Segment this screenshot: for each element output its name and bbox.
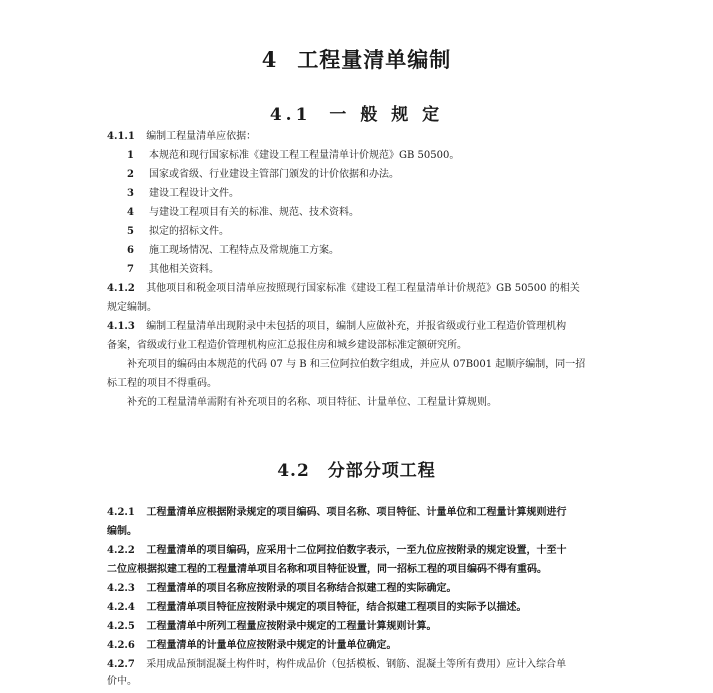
clause-4-2-2: [107, 544, 607, 558]
clause-4-1-2: [107, 282, 607, 296]
clause-text-continued: 价中。: [107, 676, 137, 687]
item-number: 2: [127, 169, 134, 180]
item-number: 5: [127, 226, 134, 237]
item-text: 国家或省级、行业建设主管部门颁发的计价依据和办法。: [149, 169, 399, 180]
list-item: [107, 225, 607, 239]
clause-text-continued: 规定编制。: [107, 302, 157, 313]
clause-text: 工程量清单的项目编码，应采用十二位阿拉伯数字表示，一至九位应按附录的规定设置，十至十: [146, 545, 567, 556]
item-number: 1: [127, 150, 134, 161]
list-item: [107, 187, 607, 201]
item-text: 建设工程设计文件。: [149, 188, 239, 199]
item-number: 6: [127, 245, 134, 256]
clause-number: 4.1.3: [107, 321, 135, 332]
clause-text: 编制工程量清单出现附录中未包括的项目，编制人应做补充，并报省级或行业工程造价管理机构: [146, 321, 567, 332]
clause-4-2-5: [107, 620, 607, 634]
list-item: [107, 263, 607, 277]
clause-number: 4.1.1: [107, 131, 135, 142]
clause-text-continued: 二位应根据拟建工程的工程量清单项目名称和项目特征设置，同一招标工程的项目编码不得有重码。: [107, 564, 547, 575]
item-number: 7: [127, 264, 134, 275]
item-number: 4: [127, 207, 134, 218]
clause-4-2-7: [107, 658, 607, 672]
item-text: 施工现场情况、工程特点及常规施工方案。: [149, 245, 339, 256]
item-text: 与建设工程项目有关的标准、规范、技术资料。: [149, 207, 359, 218]
clause-4-1-3: [107, 320, 607, 334]
clause-number: 4.2.6: [107, 640, 135, 651]
clause-number: 4.2.2: [107, 545, 135, 556]
section-number: 4.1: [269, 105, 312, 125]
item-text: 拟定的招标文件。: [149, 226, 229, 237]
clause-4-2-6: [107, 639, 607, 653]
item-text: 本规范和现行国家标准《建设工程工程量清单计价规范》GB 50500。: [149, 150, 460, 161]
list-item: [107, 149, 607, 163]
clause-4-2-4: [107, 601, 607, 615]
clause-4-2-3: [107, 582, 607, 596]
clause-text: 采用成品预制混凝土构件时，构件成品价（包括模板、钢筋、混凝土等所有费用）应计入综合单: [146, 659, 567, 670]
list-item: [107, 168, 607, 182]
paragraph-text: 补充的工程量清单需附有补充项目的名称、项目特征、计量单位、工程量计算规则。: [127, 397, 497, 408]
section-number: 4.2: [277, 461, 310, 481]
clause-4-1-1: [107, 130, 607, 144]
clause-4-2-1: [107, 506, 607, 520]
clause-text-continued: 备案，省级或行业工程造价管理机构应汇总报住房和城乡建设部标准定额研究所。: [107, 340, 467, 351]
clause-number: 4.2.7: [107, 659, 135, 670]
section-title-text: 分部分项工程: [327, 461, 436, 481]
section-title-4-2: [0, 456, 713, 481]
chapter-title-text: 工程量清单编制: [297, 47, 452, 72]
clause-text: 工程量清单中所列工程量应按附录中规定的工程量计算规则计算。: [146, 621, 437, 632]
clause-text: 工程量清单的项目名称应按附录的项目名称结合拟建工程的实际确定。: [146, 583, 457, 594]
paragraph-text-continued: 标工程的项目不得重码。: [107, 378, 217, 389]
clause-text: 编制工程量清单应依据：: [146, 131, 257, 142]
clause-text: 工程量清单应根据附录规定的项目编码、项目名称、项目特征、计量单位和工程量计算规则进行: [146, 507, 567, 518]
clause-number: 4.1.2: [107, 283, 135, 294]
clause-text: 其他项目和税金项目清单应按照现行国家标准《建设工程工程量清单计价规范》GB 50500 的相关: [146, 283, 580, 294]
chapter-title: [0, 44, 713, 74]
list-item: [107, 244, 607, 258]
clause-text-continued: 编制。: [107, 526, 137, 537]
clause-text: 工程量清单的计量单位应按附录中规定的计量单位确定。: [146, 640, 397, 651]
list-item: [107, 206, 607, 220]
clause-text: 工程量清单项目特征应按附录中规定的项目特征，结合拟建工程项目的实际予以描述。: [146, 602, 527, 613]
chapter-number: 4: [261, 47, 278, 72]
paragraph-text: 补充项目的编码由本规范的代码 07 与 B 和三位阿拉伯数字组成，并应从 07B001 起顺序编制，同一招: [127, 359, 586, 370]
clause-number: 4.2.1: [107, 507, 135, 518]
section-title-text: 一 般 规 定: [329, 105, 444, 125]
item-number: 3: [127, 188, 134, 199]
item-text: 其他相关资料。: [149, 264, 219, 275]
clause-number: 4.2.3: [107, 583, 135, 594]
clause-number: 4.2.4: [107, 602, 135, 613]
section-title-4-1: [0, 100, 713, 125]
clause-number: 4.2.5: [107, 621, 135, 632]
